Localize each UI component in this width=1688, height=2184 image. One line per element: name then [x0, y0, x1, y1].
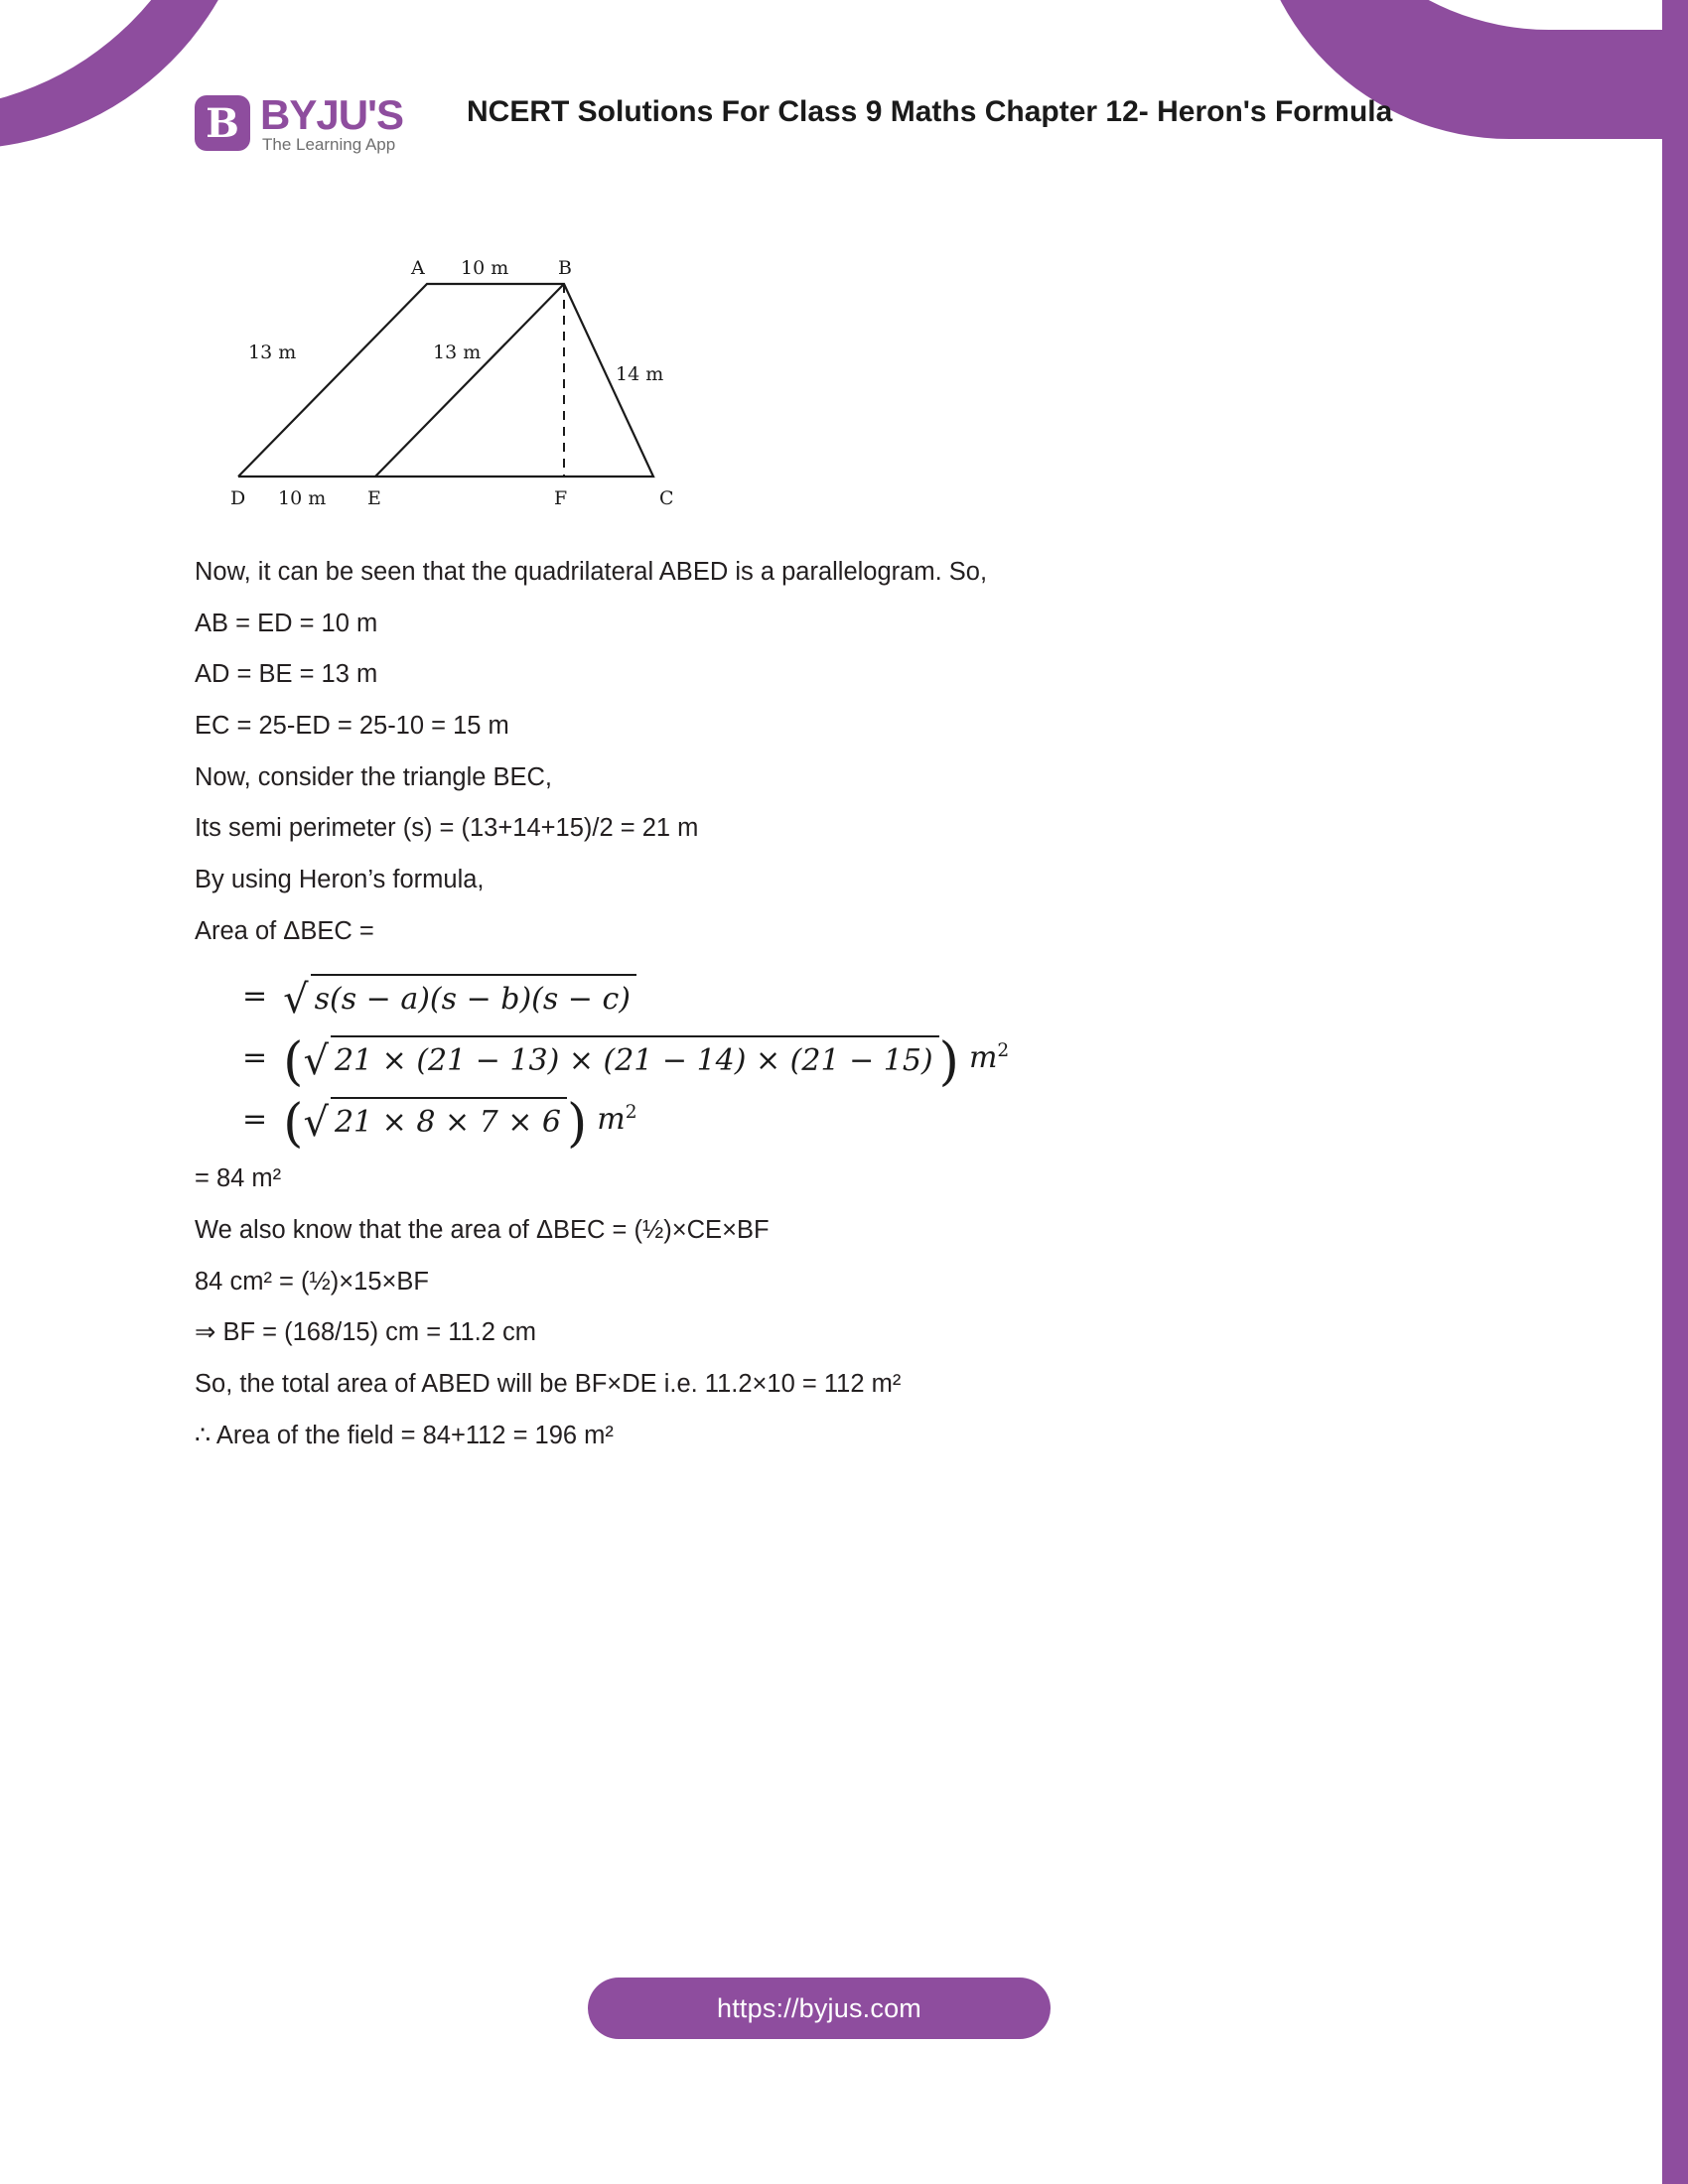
- sqrt-icon: √: [303, 1100, 329, 1147]
- logo-mark-icon: B: [195, 95, 250, 151]
- math-row-simplified: [242, 1089, 1336, 1154]
- equals-sign: =: [242, 979, 268, 1015]
- math-expression: 21 × 8 × 7 × 6: [331, 1097, 567, 1143]
- byjus-url-button[interactable]: [588, 1978, 1051, 2039]
- sqrt-icon: √: [283, 977, 309, 1024]
- math-row-herons-formula: [242, 966, 1336, 1027]
- solution-line: AB = ED = 10 m: [195, 609, 378, 637]
- byjus-url-label: https://byjus.com: [717, 1992, 921, 2023]
- math-row-substituted: [242, 1027, 1336, 1092]
- figure-label-middle-side: 13 m: [433, 341, 482, 363]
- solution-line: ⇒ BF = (168/15) cm = 11.2 cm: [195, 1318, 537, 1347]
- unit-label: $m^2$: [597, 1102, 637, 1138]
- math-expressions: [195, 966, 1336, 1154]
- equals-sign: =: [242, 1040, 268, 1076]
- solution-line: By using Heron’s formula,: [195, 865, 485, 893]
- page-title: NCERT Solutions For Class 9 Maths Chapter 12- Heron's Formula: [467, 95, 1393, 128]
- vertex-label-d: D: [230, 487, 246, 509]
- solution-line: Now, it can be seen that the quadrilateral ABED is a parallelogram. So,: [195, 558, 988, 586]
- left-paren: (: [283, 1093, 304, 1154]
- solution-line: = 84 m²: [195, 1164, 282, 1193]
- byjus-logo: [195, 91, 455, 165]
- solution-line: Area of ΔBEC =: [195, 916, 374, 945]
- figure-trapezium-field: [216, 256, 733, 534]
- right-edge-bar: [1662, 0, 1688, 2184]
- solution-body: [195, 556, 1336, 1470]
- vertex-label-c: C: [659, 487, 674, 509]
- solution-line: ∴ Area of the field = 84+112 = 196 m²: [195, 1421, 614, 1449]
- solution-line: EC = 25-ED = 25-10 = 15 m: [195, 711, 509, 740]
- vertex-label-b: B: [558, 257, 572, 279]
- trapezium-outline: [238, 284, 653, 477]
- solution-line: So, the total area of ABED will be BF×DE i.e. 11.2×10 = 112 m²: [195, 1369, 902, 1398]
- vertex-label-a: A: [411, 257, 425, 279]
- figure-label-top-side: 10 m: [461, 257, 509, 279]
- unit-label: $m^2$: [968, 1040, 1010, 1076]
- solution-line: Its semi perimeter (s) = (13+14+15)/2 = 21 m: [195, 814, 699, 843]
- segment-be: [375, 284, 564, 477]
- solution-line: AD = BE = 13 m: [195, 660, 378, 689]
- page-header: [195, 91, 1509, 165]
- logo-wordmark: BYJU'S: [260, 91, 404, 138]
- figure-label-left-side: 13 m: [248, 341, 297, 363]
- vertex-label-f: F: [554, 487, 568, 509]
- math-expression: s(s − a)(s − b)(s − c): [311, 974, 636, 1020]
- logo-tagline: The Learning App: [262, 135, 396, 154]
- solution-line: Now, consider the triangle BEC,: [195, 762, 553, 791]
- left-paren: (: [283, 1031, 304, 1092]
- vertex-label-e: E: [367, 487, 381, 509]
- solution-line: 84 cm² = (½)×15×BF: [195, 1267, 429, 1296]
- sqrt-icon: √: [303, 1038, 329, 1085]
- math-expression: 21 × (21 − 13) × (21 − 14) × (21 − 15): [331, 1035, 939, 1081]
- figure-label-right-side: 14 m: [616, 363, 664, 385]
- equals-sign: =: [242, 1102, 268, 1138]
- right-paren: ): [938, 1031, 959, 1092]
- right-paren: ): [567, 1093, 588, 1154]
- figure-label-bottom-segment: 10 m: [278, 487, 327, 509]
- solution-line: We also know that the area of ΔBEC = (½)×CE×BF: [195, 1215, 770, 1244]
